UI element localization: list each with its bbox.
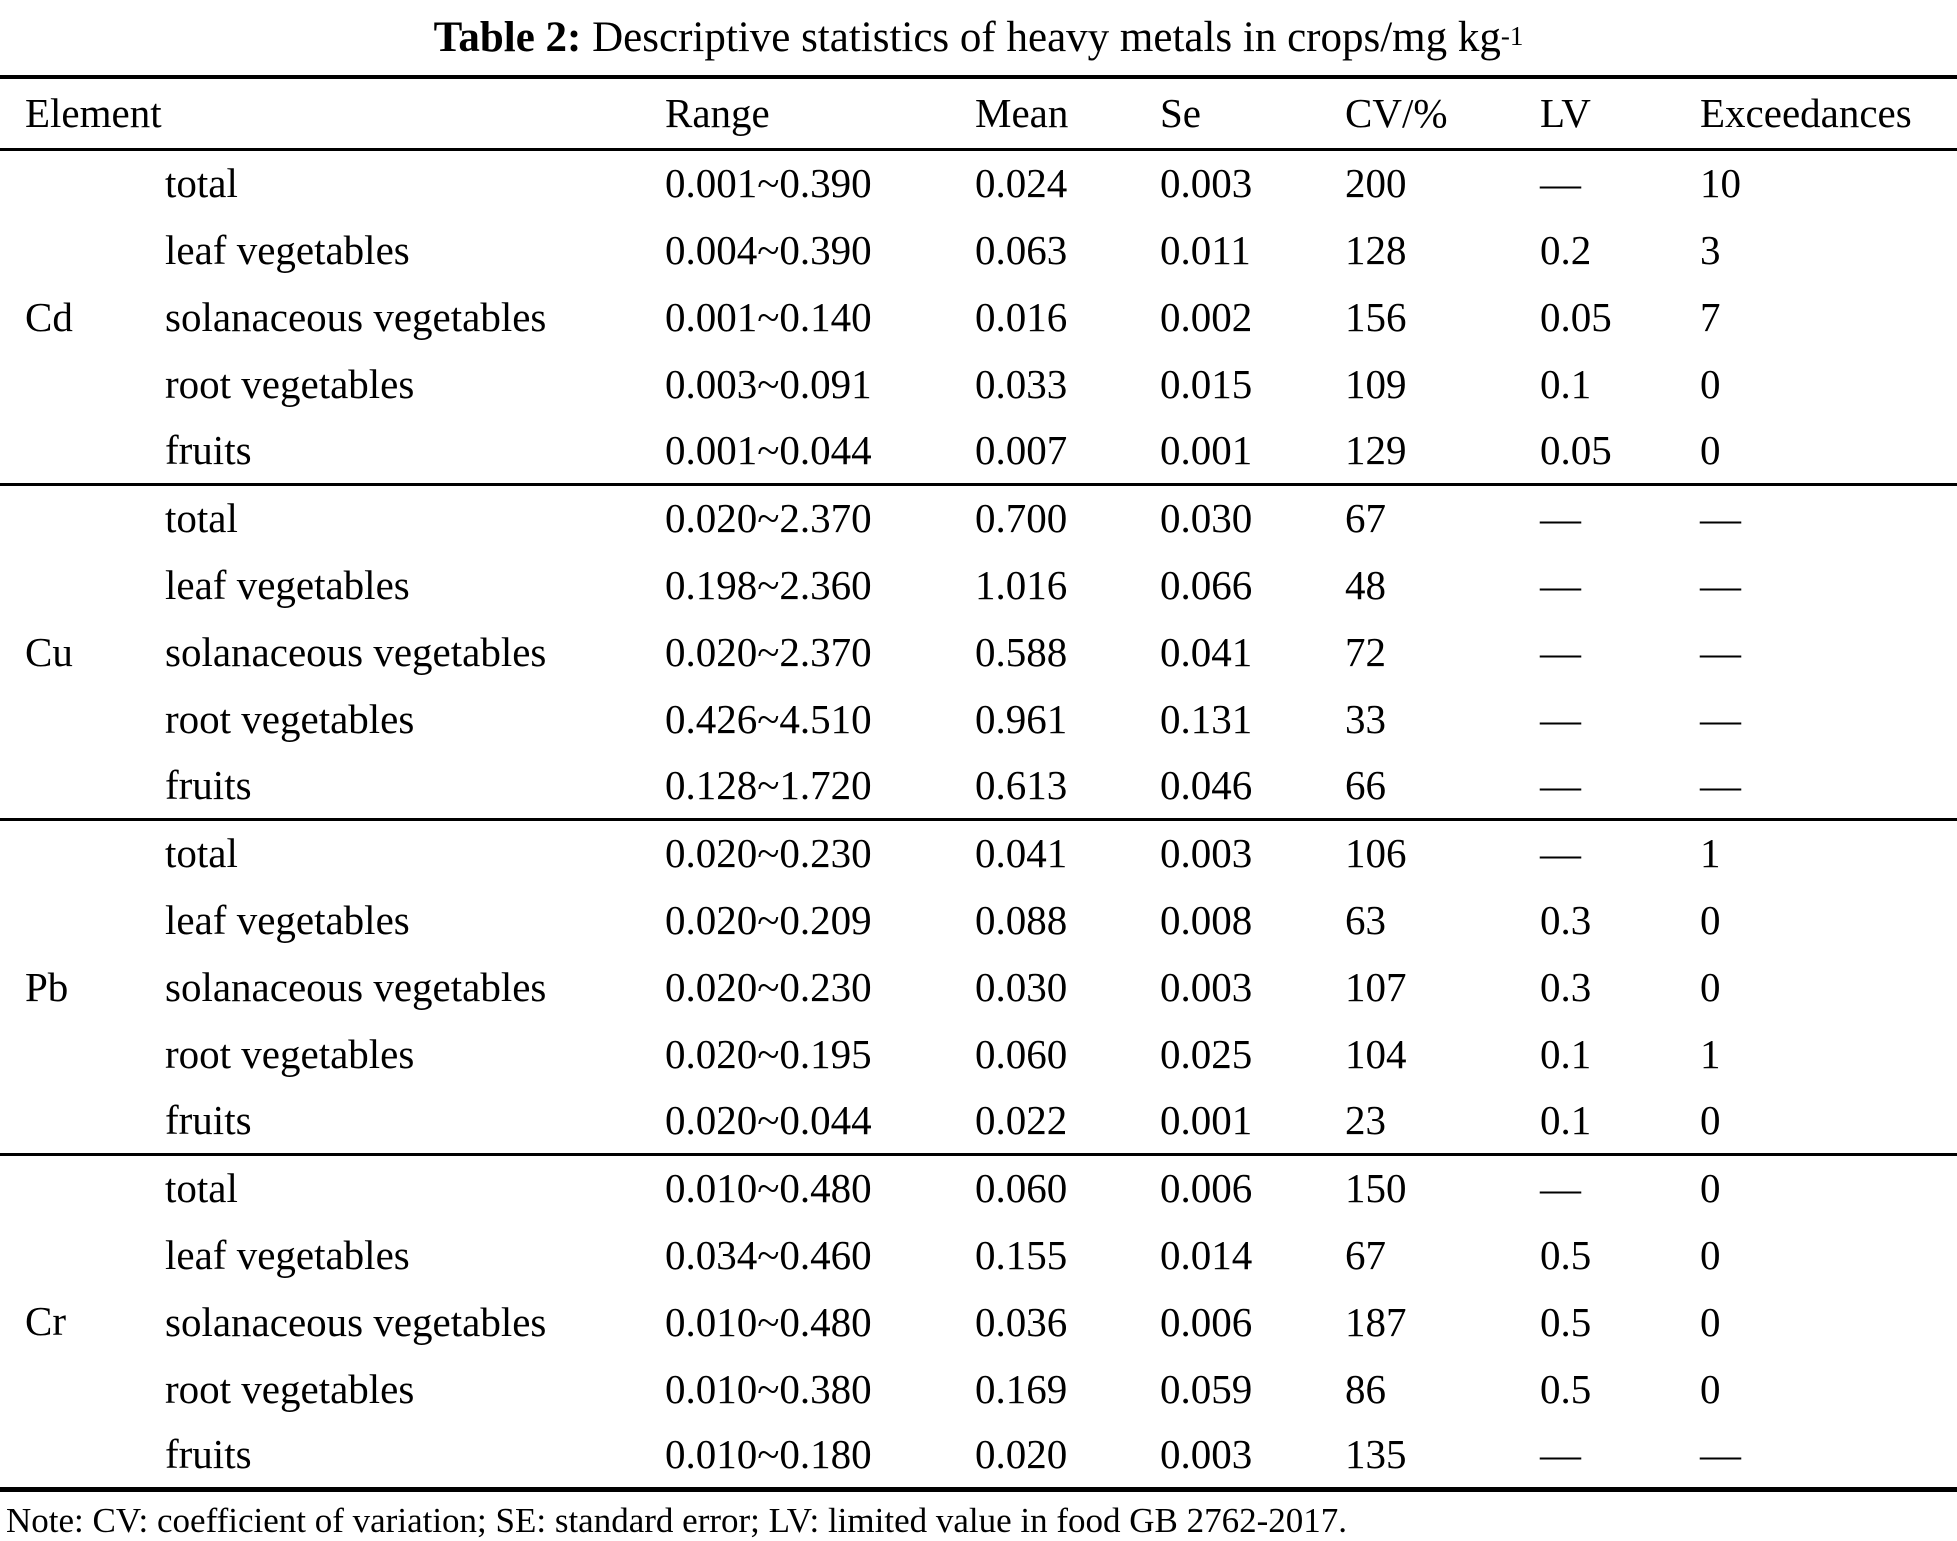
- table-row: [0, 1422, 1957, 1489]
- cell-lv: —: [1540, 495, 1581, 542]
- cell-range: 0.001~0.044: [665, 426, 872, 473]
- cell-lv: 0.2: [1540, 226, 1592, 273]
- table-row: [0, 1288, 1957, 1355]
- cell-category: total: [165, 495, 238, 542]
- table-row: [0, 1154, 1957, 1221]
- cell-se: 0.001: [1160, 1096, 1253, 1143]
- cell-exceedances: —: [1700, 495, 1741, 542]
- cell-cv: 129: [1345, 426, 1407, 473]
- cell-exceedances: 7: [1700, 293, 1721, 340]
- element-group-cr: [0, 1154, 1957, 1489]
- cell-category: fruits: [165, 1431, 252, 1478]
- cell-category: total: [165, 160, 238, 207]
- cell-category: solanaceous vegetables: [165, 963, 547, 1010]
- header-mean: Mean: [975, 90, 1069, 137]
- cell-range: 0.128~1.720: [665, 761, 872, 808]
- cell-exceedances: —: [1700, 1431, 1741, 1478]
- cell-mean: 0.060: [975, 1030, 1068, 1077]
- cell-category: root vegetables: [165, 360, 415, 407]
- cell-mean: 0.063: [975, 226, 1068, 273]
- cell-se: 0.006: [1160, 1165, 1253, 1212]
- cell-se: 0.041: [1160, 628, 1253, 675]
- cell-exceedances: 0: [1700, 1165, 1721, 1212]
- cell-cv: 86: [1345, 1365, 1386, 1412]
- cell-mean: 1.016: [975, 561, 1068, 608]
- header-row: [0, 77, 1957, 149]
- cell-mean: 0.588: [975, 628, 1068, 675]
- element-group-pb: [0, 819, 1957, 1154]
- cell-cv: 66: [1345, 761, 1386, 808]
- cell-lv: —: [1540, 561, 1581, 608]
- cell-range: 0.010~0.380: [665, 1365, 872, 1412]
- cell-lv: 0.05: [1540, 293, 1612, 340]
- statistics-table: [0, 75, 1957, 1492]
- cell-se: 0.011: [1160, 226, 1251, 273]
- cell-lv: 0.3: [1540, 963, 1592, 1010]
- cell-cv: 106: [1345, 830, 1407, 877]
- table-row: [0, 216, 1957, 283]
- cell-mean: 0.007: [975, 426, 1068, 473]
- cell-exceedances: 0: [1700, 1231, 1721, 1278]
- table-row: [0, 953, 1957, 1020]
- cell-cv: 109: [1345, 360, 1407, 407]
- cell-mean: 0.016: [975, 293, 1068, 340]
- cell-exceedances: —: [1700, 561, 1741, 608]
- cell-lv: 0.1: [1540, 1096, 1592, 1143]
- cell-cv: 23: [1345, 1096, 1386, 1143]
- cell-mean: 0.700: [975, 495, 1068, 542]
- cell-range: 0.020~0.209: [665, 896, 872, 943]
- header-cv: CV/%: [1345, 90, 1448, 137]
- cell-cv: 187: [1345, 1298, 1407, 1345]
- cell-category: fruits: [165, 426, 252, 473]
- cell-category: leaf vegetables: [165, 561, 410, 608]
- cell-se: 0.008: [1160, 896, 1253, 943]
- cell-mean: 0.030: [975, 963, 1068, 1010]
- element-symbol: Cu: [25, 628, 73, 675]
- cell-range: 0.001~0.140: [665, 293, 872, 340]
- element-symbol: Cd: [25, 293, 73, 340]
- element-symbol: Pb: [25, 963, 69, 1010]
- table-row: [0, 685, 1957, 752]
- cell-category: total: [165, 1165, 238, 1212]
- cell-exceedances: —: [1700, 761, 1741, 808]
- table-row: [0, 551, 1957, 618]
- cell-range: 0.020~0.230: [665, 963, 872, 1010]
- cell-exceedances: —: [1700, 695, 1741, 742]
- cell-mean: 0.033: [975, 360, 1068, 407]
- cell-category: root vegetables: [165, 695, 415, 742]
- table-row: [0, 1087, 1957, 1154]
- table-row: [0, 417, 1957, 484]
- table-title: Table 2: Descriptive statistics of heavy metals in crops/mg kg $^{-1}$: [433, 14, 1524, 61]
- cell-category: solanaceous vegetables: [165, 628, 547, 675]
- cell-cv: 200: [1345, 160, 1407, 207]
- cell-lv: 0.1: [1540, 1030, 1592, 1077]
- cell-exceedances: 1: [1700, 1030, 1721, 1077]
- cell-cv: 67: [1345, 1231, 1386, 1278]
- cell-se: 0.131: [1160, 695, 1253, 742]
- cell-cv: 72: [1345, 628, 1386, 675]
- cell-cv: 128: [1345, 226, 1407, 273]
- cell-se: 0.015: [1160, 360, 1253, 407]
- cell-cv: 135: [1345, 1431, 1407, 1478]
- cell-category: fruits: [165, 761, 252, 808]
- cell-range: 0.003~0.091: [665, 360, 872, 407]
- table-row: [0, 1221, 1957, 1288]
- cell-cv: 33: [1345, 695, 1386, 742]
- table-note: Note: CV: coefficient of variation; SE: standard error; LV: limited value in food GB 2762-2017.: [6, 1500, 1348, 1540]
- cell-range: 0.020~0.230: [665, 830, 872, 877]
- element-symbol: Cr: [25, 1298, 66, 1344]
- table-row: [0, 618, 1957, 685]
- cell-se: 0.025: [1160, 1030, 1253, 1077]
- cell-mean: 0.613: [975, 761, 1068, 808]
- cell-mean: 0.020: [975, 1431, 1068, 1478]
- cell-se: 0.030: [1160, 495, 1253, 542]
- cell-lv: —: [1540, 628, 1581, 675]
- cell-lv: 0.05: [1540, 426, 1612, 473]
- cell-range: 0.010~0.480: [665, 1298, 872, 1345]
- cell-exceedances: 10: [1700, 160, 1741, 207]
- table-row: [0, 886, 1957, 953]
- cell-exceedances: 0: [1700, 426, 1721, 473]
- cell-lv: 0.5: [1540, 1365, 1592, 1412]
- table-row: [0, 819, 1957, 886]
- cell-category: solanaceous vegetables: [165, 1298, 547, 1345]
- cell-se: 0.014: [1160, 1231, 1253, 1278]
- cell-range: 0.020~0.195: [665, 1030, 872, 1077]
- cell-mean: 0.169: [975, 1365, 1068, 1412]
- table-row: [0, 149, 1957, 216]
- cell-mean: 0.961: [975, 695, 1068, 742]
- cell-se: 0.066: [1160, 561, 1253, 608]
- cell-category: leaf vegetables: [165, 226, 410, 273]
- table-header: [0, 77, 1957, 149]
- cell-range: 0.020~0.044: [665, 1096, 872, 1143]
- cell-cv: 156: [1345, 293, 1407, 340]
- cell-cv: 104: [1345, 1030, 1407, 1077]
- cell-lv: 0.3: [1540, 896, 1592, 943]
- cell-exceedances: 0: [1700, 360, 1721, 407]
- cell-lv: 0.5: [1540, 1298, 1592, 1345]
- cell-mean: 0.041: [975, 830, 1068, 877]
- cell-range: 0.010~0.480: [665, 1165, 872, 1212]
- cell-mean: 0.088: [975, 896, 1068, 943]
- cell-cv: 107: [1345, 963, 1407, 1010]
- cell-mean: 0.036: [975, 1298, 1068, 1345]
- cell-lv: —: [1540, 160, 1581, 207]
- header-exceedances: Exceedances: [1700, 90, 1912, 137]
- cell-category: fruits: [165, 1096, 252, 1143]
- cell-exceedances: 0: [1700, 1365, 1721, 1412]
- cell-range: 0.020~2.370: [665, 495, 872, 542]
- cell-mean: 0.060: [975, 1165, 1068, 1212]
- table-row: [0, 1355, 1957, 1422]
- cell-category: leaf vegetables: [165, 896, 410, 943]
- cell-mean: 0.024: [975, 160, 1068, 207]
- cell-lv: —: [1540, 1165, 1581, 1212]
- cell-range: 0.034~0.460: [665, 1231, 872, 1278]
- cell-se: 0.059: [1160, 1365, 1253, 1412]
- cell-cv: 150: [1345, 1165, 1407, 1212]
- cell-se: 0.003: [1160, 160, 1253, 207]
- cell-exceedances: —: [1700, 628, 1741, 675]
- cell-se: 0.003: [1160, 963, 1253, 1010]
- cell-lv: —: [1540, 1431, 1581, 1478]
- cell-se: 0.001: [1160, 426, 1253, 473]
- header-lv: LV: [1540, 90, 1591, 137]
- cell-mean: 0.022: [975, 1096, 1068, 1143]
- header-se: Se: [1160, 90, 1201, 137]
- cell-range: 0.004~0.390: [665, 226, 872, 273]
- cell-exceedances: 3: [1700, 226, 1721, 273]
- cell-exceedances: 1: [1700, 830, 1721, 877]
- cell-range: 0.198~2.360: [665, 561, 872, 608]
- cell-lv: 0.5: [1540, 1231, 1592, 1278]
- table-row: [0, 484, 1957, 551]
- cell-se: 0.003: [1160, 830, 1253, 877]
- cell-exceedances: 0: [1700, 1096, 1721, 1143]
- cell-range: 0.001~0.390: [665, 160, 872, 207]
- table-row: [0, 1020, 1957, 1087]
- cell-category: solanaceous vegetables: [165, 293, 547, 340]
- cell-category: total: [165, 830, 238, 877]
- header-element: Element: [25, 90, 162, 137]
- header-range: Range: [665, 90, 770, 137]
- element-group-cu: [0, 484, 1957, 819]
- cell-exceedances: 0: [1700, 1298, 1721, 1345]
- cell-cv: 63: [1345, 896, 1386, 943]
- cell-exceedances: 0: [1700, 896, 1721, 943]
- cell-category: root vegetables: [165, 1030, 415, 1077]
- cell-category: root vegetables: [165, 1365, 415, 1412]
- element-group-cd: [0, 149, 1957, 484]
- cell-se: 0.003: [1160, 1431, 1253, 1478]
- table-row: [0, 752, 1957, 819]
- cell-se: 0.006: [1160, 1298, 1253, 1345]
- cell-lv: 0.1: [1540, 360, 1592, 407]
- cell-lv: —: [1540, 695, 1581, 742]
- table-title-text: Descriptive statistics of heavy metals in crops/mg kg: [581, 14, 1501, 61]
- cell-category: leaf vegetables: [165, 1231, 410, 1278]
- table-row: [0, 283, 1957, 350]
- cell-range: 0.010~0.180: [665, 1431, 872, 1478]
- cell-range: 0.020~2.370: [665, 628, 872, 675]
- cell-lv: —: [1540, 761, 1581, 808]
- cell-cv: 48: [1345, 561, 1386, 608]
- table-row: [0, 350, 1957, 417]
- cell-se: 0.002: [1160, 293, 1253, 340]
- cell-range: 0.426~4.510: [665, 695, 872, 742]
- cell-lv: —: [1540, 830, 1581, 877]
- table-title-label: Table 2:: [433, 14, 582, 61]
- cell-mean: 0.155: [975, 1231, 1068, 1278]
- cell-cv: 67: [1345, 495, 1386, 542]
- cell-exceedances: 0: [1700, 963, 1721, 1010]
- cell-se: 0.046: [1160, 761, 1253, 808]
